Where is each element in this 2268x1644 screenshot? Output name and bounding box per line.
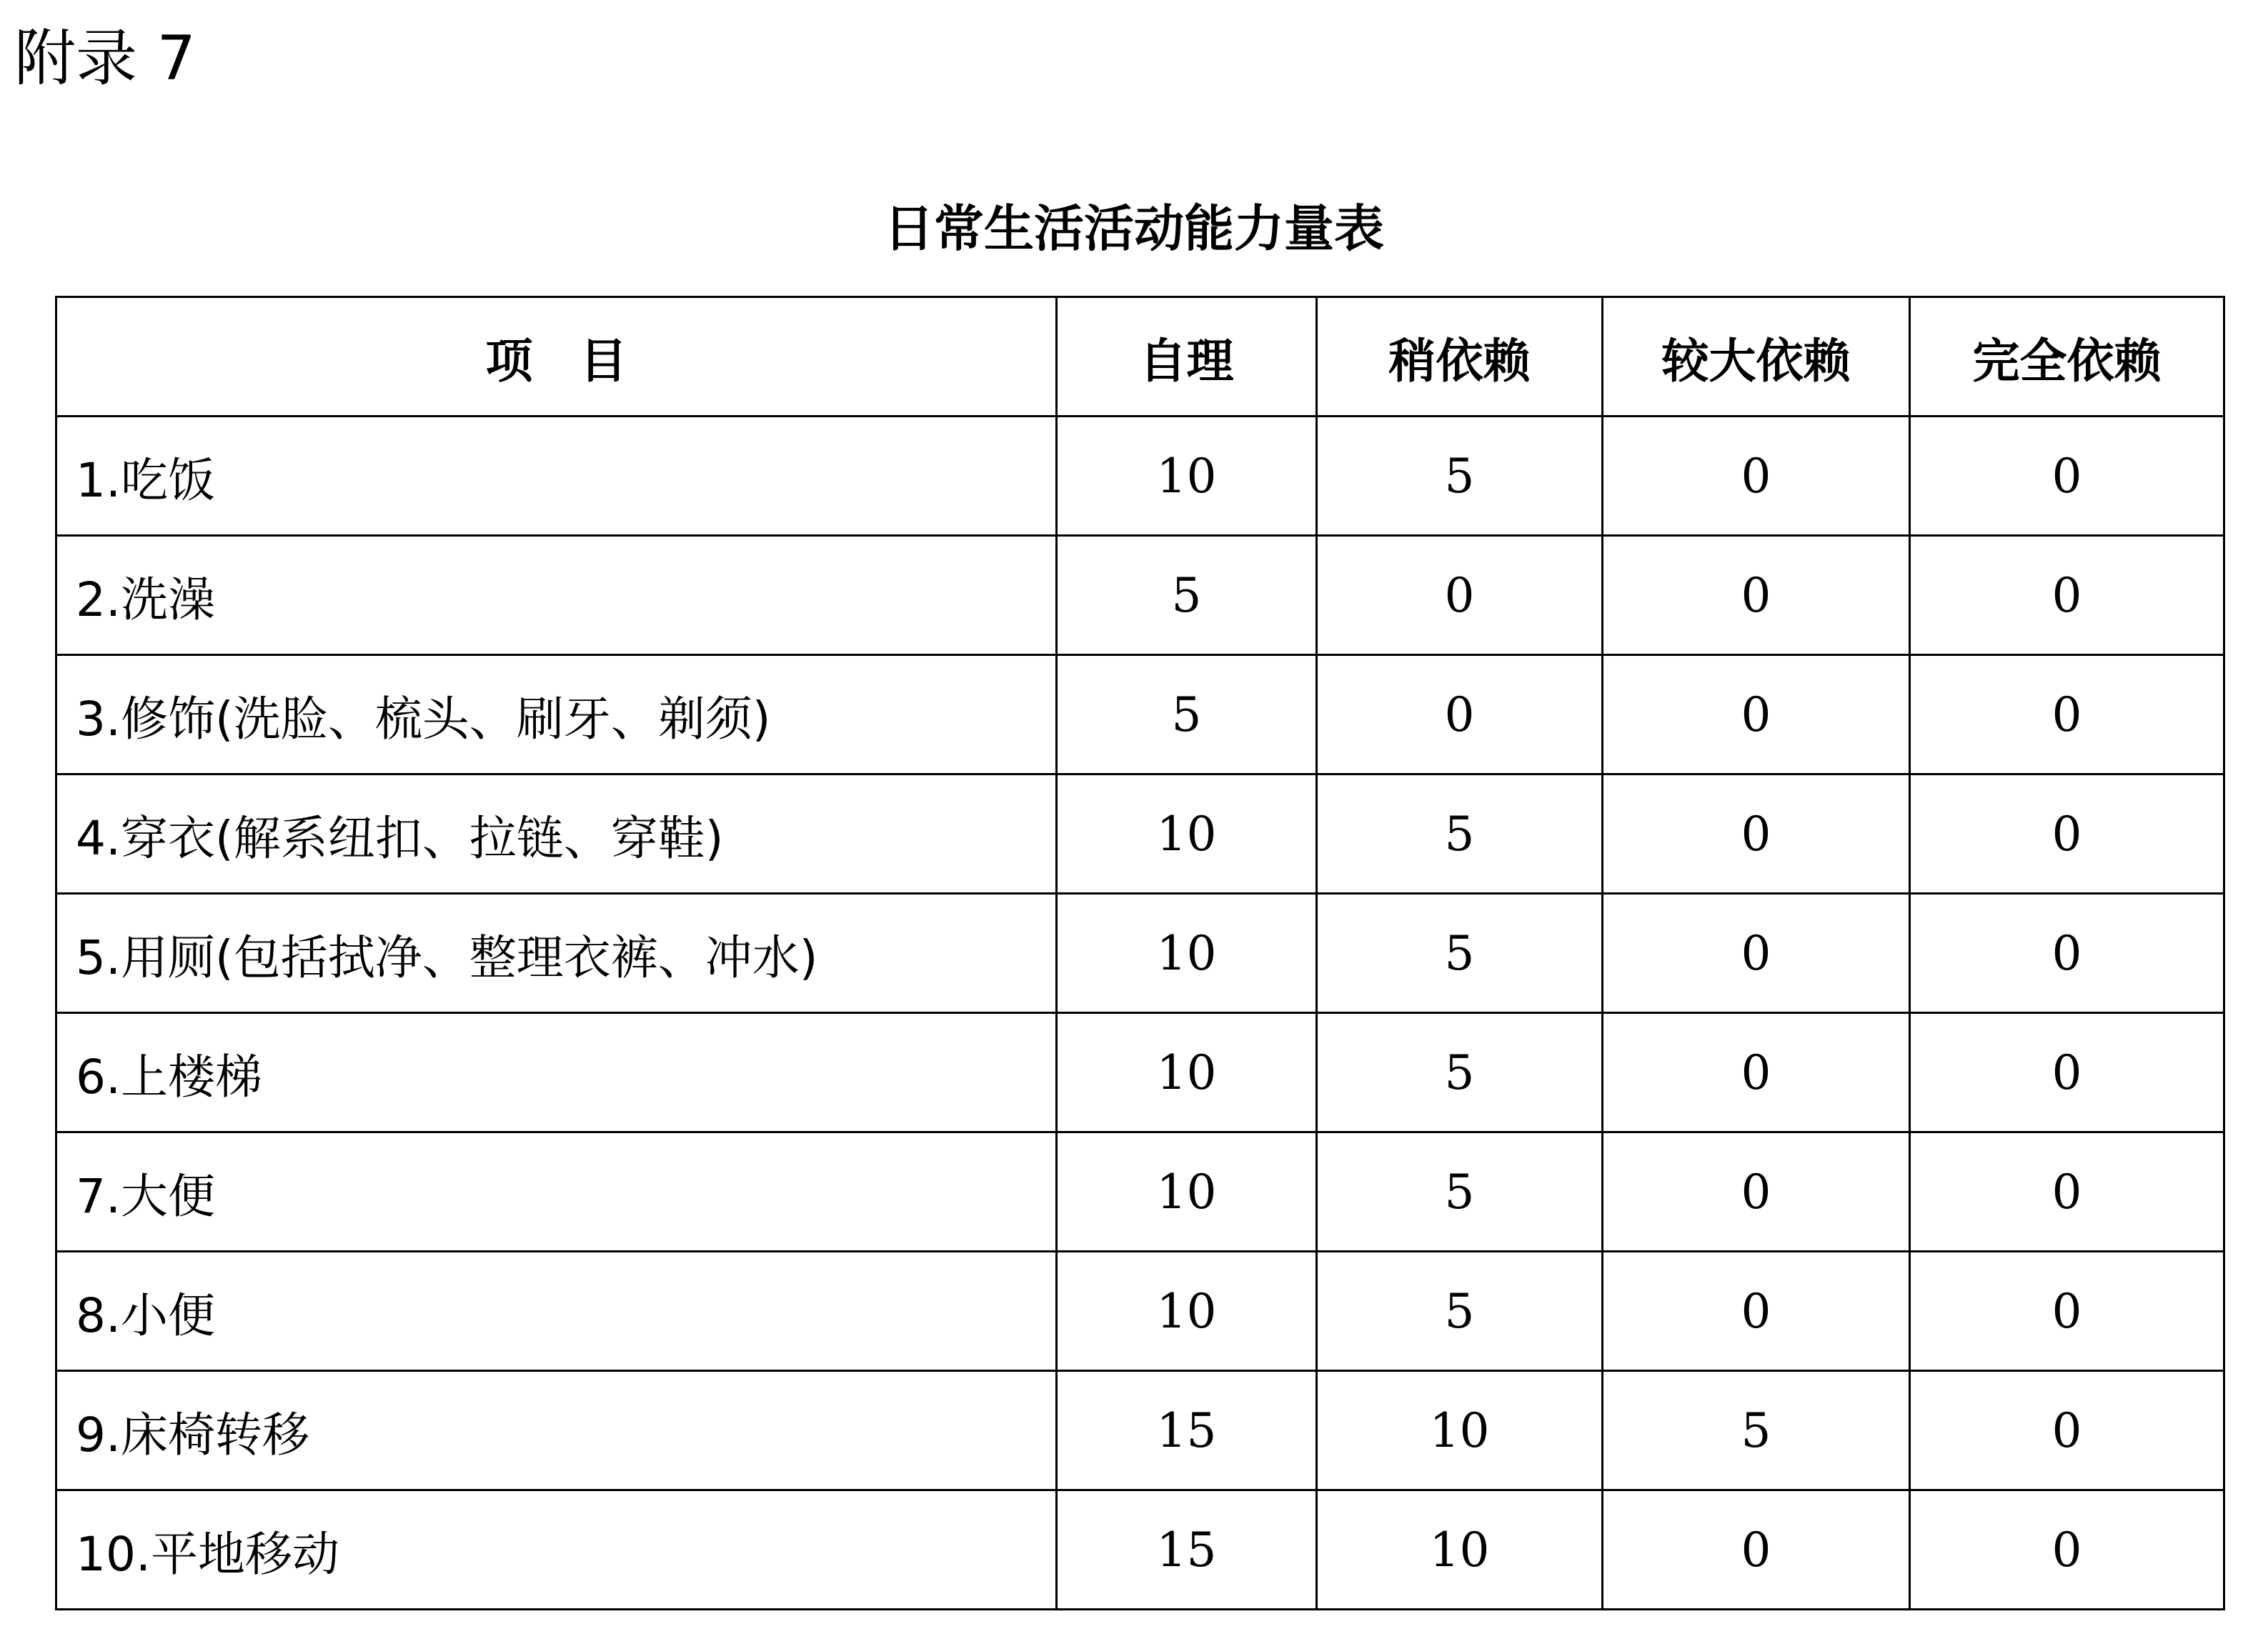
score-slight-dependence: 10 xyxy=(1317,1371,1603,1490)
score-large-dependence: 0 xyxy=(1603,774,1910,894)
score-large-dependence: 0 xyxy=(1603,1013,1910,1132)
score-full-dependence: 0 xyxy=(1910,1132,2224,1252)
score-slight-dependence: 5 xyxy=(1317,1252,1603,1371)
table-row xyxy=(56,1013,2224,1132)
table-row xyxy=(56,1132,2224,1252)
score-self-care: 10 xyxy=(1057,417,1317,536)
score-self-care: 5 xyxy=(1057,655,1317,774)
score-large-dependence: 0 xyxy=(1603,1132,1910,1252)
score-full-dependence: 0 xyxy=(1910,1252,2224,1371)
row-item: 10.平地移动 xyxy=(56,1490,1057,1610)
score-full-dependence: 0 xyxy=(1910,774,2224,894)
appendix-title: 附录 7 xyxy=(14,23,197,94)
table-row xyxy=(56,417,2224,536)
row-item: 2.洗澡 xyxy=(56,536,1057,655)
header-full-dependence: 完全依赖 xyxy=(1910,297,2224,417)
score-large-dependence: 0 xyxy=(1603,655,1910,774)
score-slight-dependence: 5 xyxy=(1317,1132,1603,1252)
score-full-dependence: 0 xyxy=(1910,1013,2224,1132)
score-slight-dependence: 5 xyxy=(1317,1013,1603,1132)
score-full-dependence: 0 xyxy=(1910,417,2224,536)
score-self-care: 10 xyxy=(1057,1013,1317,1132)
score-large-dependence: 0 xyxy=(1603,536,1910,655)
header-large-dependence: 较大依赖 xyxy=(1603,297,1910,417)
score-self-care: 10 xyxy=(1057,1252,1317,1371)
score-large-dependence: 0 xyxy=(1603,1490,1910,1610)
table-row xyxy=(56,1490,2224,1610)
score-large-dependence: 0 xyxy=(1603,1252,1910,1371)
score-self-care: 10 xyxy=(1057,1132,1317,1252)
score-full-dependence: 0 xyxy=(1910,655,2224,774)
row-item: 4.穿衣(解系纽扣、拉链、穿鞋) xyxy=(56,774,1057,894)
table-row xyxy=(56,774,2224,894)
score-large-dependence: 0 xyxy=(1603,894,1910,1013)
score-slight-dependence: 10 xyxy=(1317,1490,1603,1610)
table-row xyxy=(56,1252,2224,1371)
score-large-dependence: 5 xyxy=(1603,1371,1910,1490)
header-slight-dependence: 稍依赖 xyxy=(1317,297,1603,417)
header-self-care: 自理 xyxy=(1057,297,1317,417)
score-self-care: 5 xyxy=(1057,536,1317,655)
header-item: 项 目 xyxy=(56,297,1057,417)
table-title: 日常生活活动能力量表 xyxy=(884,199,1384,258)
score-slight-dependence: 5 xyxy=(1317,417,1603,536)
row-item: 1.吃饭 xyxy=(56,417,1057,536)
score-slight-dependence: 0 xyxy=(1317,536,1603,655)
adl-scale-table xyxy=(55,296,2225,1610)
score-self-care: 15 xyxy=(1057,1490,1317,1610)
table-row xyxy=(56,1371,2224,1490)
score-full-dependence: 0 xyxy=(1910,894,2224,1013)
row-item: 7.大便 xyxy=(56,1132,1057,1252)
score-full-dependence: 0 xyxy=(1910,536,2224,655)
score-self-care: 15 xyxy=(1057,1371,1317,1490)
row-item: 6.上楼梯 xyxy=(56,1013,1057,1132)
score-slight-dependence: 0 xyxy=(1317,655,1603,774)
score-large-dependence: 0 xyxy=(1603,417,1910,536)
score-slight-dependence: 5 xyxy=(1317,774,1603,894)
score-full-dependence: 0 xyxy=(1910,1490,2224,1610)
score-slight-dependence: 5 xyxy=(1317,894,1603,1013)
row-item: 9.床椅转移 xyxy=(56,1371,1057,1490)
table-row xyxy=(56,894,2224,1013)
table-row xyxy=(56,655,2224,774)
row-item: 8.小便 xyxy=(56,1252,1057,1371)
score-self-care: 10 xyxy=(1057,894,1317,1013)
score-self-care: 10 xyxy=(1057,774,1317,894)
table-row xyxy=(56,536,2224,655)
row-item: 3.修饰(洗脸、梳头、刷牙、剃须) xyxy=(56,655,1057,774)
table-header-row xyxy=(56,297,2224,417)
row-item: 5.用厕(包括拭净、整理衣裤、冲水) xyxy=(56,894,1057,1013)
score-full-dependence: 0 xyxy=(1910,1371,2224,1490)
